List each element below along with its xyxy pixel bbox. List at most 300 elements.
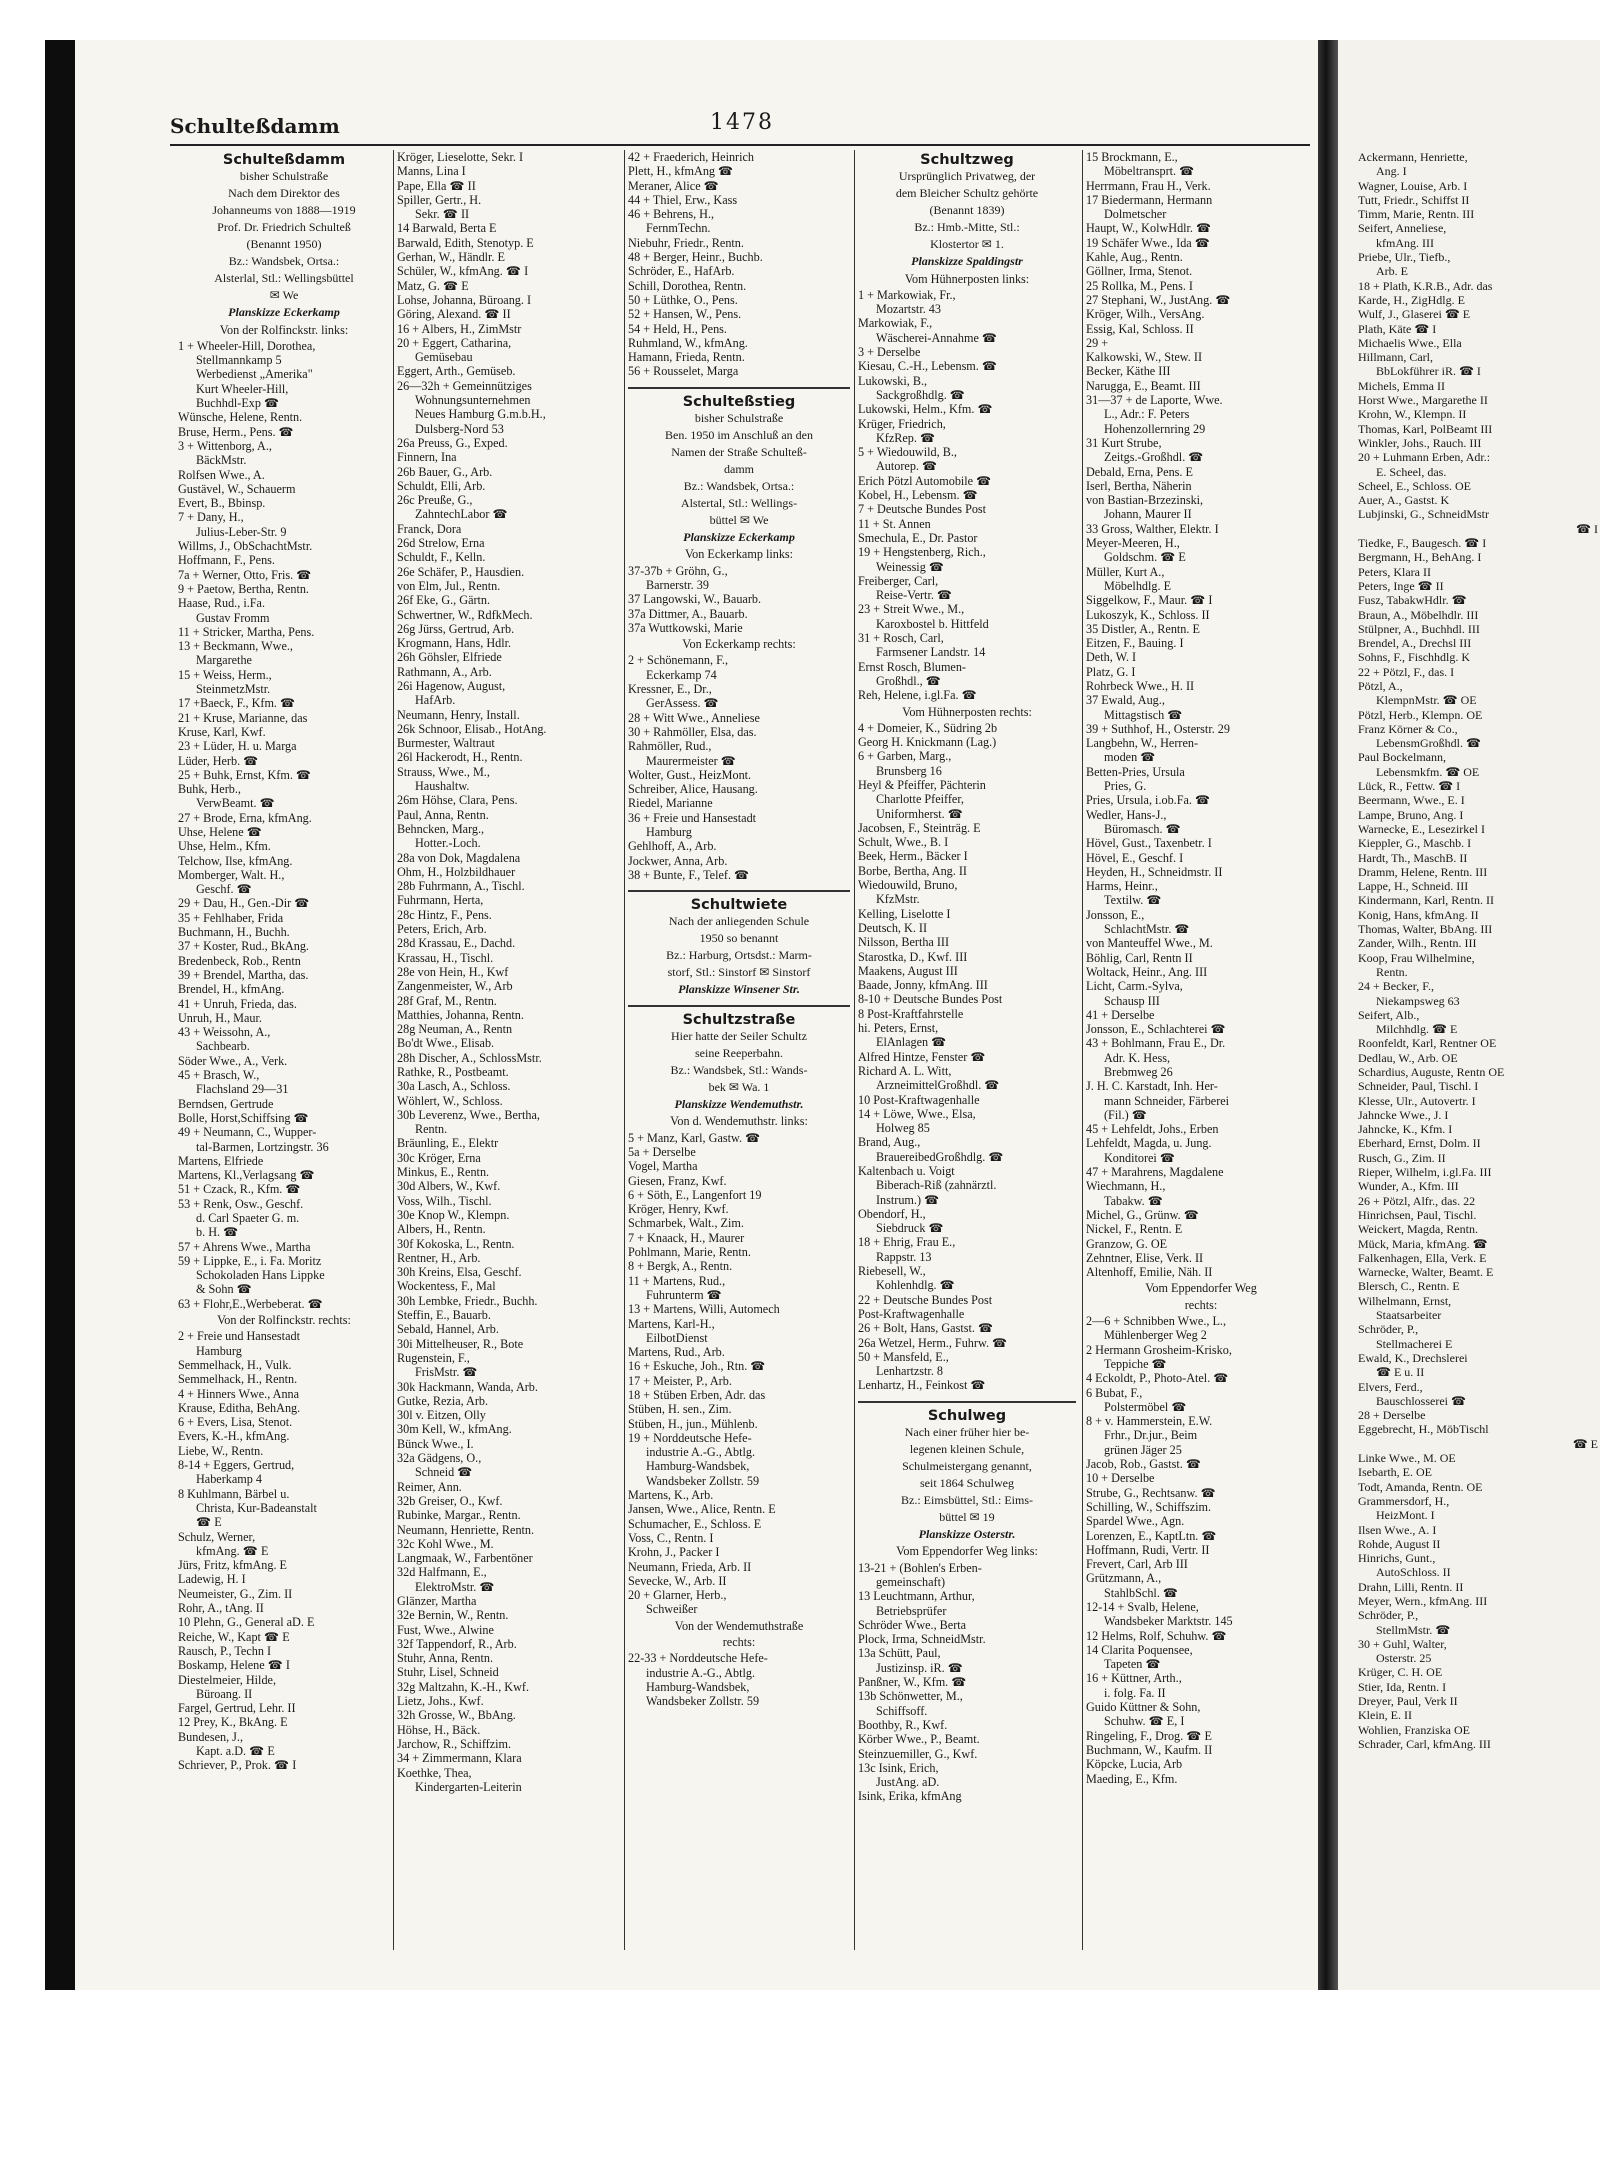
resident-entry: 10 Plehn, G., General aD. E xyxy=(178,1615,315,1630)
column-rule xyxy=(1082,150,1083,1950)
resident-entry: Grützmann, A., xyxy=(1086,1571,1162,1586)
entry-continuation: KlempnMstr. ☎ OE xyxy=(1376,693,1477,708)
resident-entry: Finnern, Ina xyxy=(397,450,457,465)
resident-entry: 57 + Ahrens Wwe., Martha xyxy=(178,1239,311,1254)
resident-entry: Ruhmland, W., kfmAng. xyxy=(628,335,748,350)
resident-entry: 30i Mittelheuser, R., Bote xyxy=(397,1336,524,1351)
resident-entry: Linke Wwe., M. OE xyxy=(1358,1451,1456,1466)
resident-entry: 35 Distler, A., Rentn. E xyxy=(1086,621,1200,636)
resident-entry: Schröder, P., xyxy=(1358,1322,1419,1337)
entry-continuation: & Sohn ☎ xyxy=(196,1282,252,1297)
resident-entry: Momberger, Walt. H., xyxy=(178,867,285,882)
resident-entry: 30h Lembke, Friedr., Buchh. xyxy=(397,1293,538,1308)
resident-entry: Matthies, Johanna, Rentn. xyxy=(397,1007,524,1022)
resident-entry: Söder Wwe., A., Verk. xyxy=(178,1053,288,1068)
resident-entry: 30e Knop W., Klempn. xyxy=(397,1207,510,1222)
resident-entry: 3 + Wittenborg, A., xyxy=(178,438,272,453)
street-note: Prof. Dr. Friedrich Schulteß xyxy=(217,220,351,235)
resident-entry: 38 + Bunte, F., Telef. ☎ xyxy=(628,867,750,882)
resident-entry: 25 + Buhk, Ernst, Kfm. ☎ xyxy=(178,767,312,782)
street-note: seine Reeperbahn. xyxy=(695,1046,783,1061)
entry-continuation: tal-Barmen, Lortzingstr. 36 xyxy=(196,1139,329,1154)
resident-entry: 20 + Glarner, Herb., xyxy=(628,1588,727,1603)
resident-entry: Willms, J., ObSchachtMstr. xyxy=(178,539,313,554)
resident-entry: 2 + Schönemann, F., xyxy=(628,653,729,668)
entry-continuation: Biberach-Riß (zahnärztl. xyxy=(876,1178,997,1193)
resident-entry: Rahmöller, Rud., xyxy=(628,739,712,754)
resident-entry: Brendel, H., kfmAng. xyxy=(178,982,285,997)
resident-entry: Uhse, Helene ☎ xyxy=(178,824,262,839)
resident-entry: Evers, K.-H., kfmAng. xyxy=(178,1429,290,1444)
resident-entry: Timm, Marie, Rentn. III xyxy=(1358,207,1475,222)
resident-entry: Neumeister, G., Zim. II xyxy=(178,1586,293,1601)
street-note: Hier hatte der Seiler Schultz xyxy=(671,1029,807,1044)
entry-continuation: Reise-Vertr. ☎ xyxy=(876,588,953,603)
resident-entry: Horst Wwe., Margarethe II xyxy=(1358,393,1488,408)
resident-entry: Rusch, G., Zim. II xyxy=(1358,1150,1446,1165)
street-note: legenen kleinen Schule, xyxy=(909,1442,1025,1457)
resident-entry: 32e Bernin, W., Rentn. xyxy=(397,1608,509,1623)
resident-entry: 32a Gädgens, O., xyxy=(397,1451,482,1466)
resident-entry: Lück, R., Fettw. ☎ I xyxy=(1358,779,1461,794)
directory-column-5 xyxy=(1086,150,1316,1786)
resident-entry: Lukoszyk, K., Schloss. II xyxy=(1086,607,1210,622)
resident-entry: 45 + Brasch, W., xyxy=(178,1068,260,1083)
entry-continuation: L., Adr.: F. Peters xyxy=(1104,407,1190,422)
resident-entry: Harms, Heinr., xyxy=(1086,879,1158,894)
street-note: Nach der anliegenden Schule xyxy=(668,914,810,929)
resident-entry: 26l Hackerodt, H., Rentn. xyxy=(397,750,523,765)
side-of-street-heading: Von Eckerkamp links: xyxy=(684,547,794,562)
resident-entry: 8-10 + Deutsche Bundes Post xyxy=(858,992,1003,1007)
resident-entry: Spiller, Gertr., H. xyxy=(397,192,482,207)
entry-continuation: ElektroMstr. ☎ xyxy=(415,1579,495,1594)
resident-entry: Narugga, E., Beamt. III xyxy=(1086,378,1201,393)
entry-continuation: Schweißer xyxy=(646,1602,698,1617)
street-note: 1950 so benannt xyxy=(699,931,779,946)
resident-entry: 17 +Baeck, F., Kfm. ☎ xyxy=(178,696,296,711)
entry-continuation: Stellmacherei E xyxy=(1376,1336,1453,1351)
resident-entry: Herrmann, Frau H., Verk. xyxy=(1086,178,1211,193)
resident-entry: 59 + Lippke, E., i. Fa. Moritz xyxy=(178,1253,322,1268)
entry-continuation: Schokoladen Hans Lippke xyxy=(196,1268,325,1283)
resident-entry: Ohm, H., Holzbildhauer xyxy=(397,864,516,879)
resident-entry: Sohns, F., Fischhdlg. K xyxy=(1358,650,1471,665)
resident-entry: Tiedke, F., Baugesch. ☎ I xyxy=(1358,536,1487,551)
resident-entry: 5a + Derselbe xyxy=(628,1144,696,1159)
entry-continuation: Karoxbostel b. Hittfeld xyxy=(876,616,989,631)
resident-entry: 1 + Wheeler-Hill, Dorothea, xyxy=(178,338,316,353)
resident-entry: Jonsson, E., xyxy=(1086,907,1145,922)
entry-continuation: industrie A.-G., Abtlg. xyxy=(646,1445,756,1460)
resident-entry: Koethke, Thea, xyxy=(397,1765,472,1780)
resident-entry: Wockentess, F., Mal xyxy=(397,1279,496,1294)
resident-entry: 41 + Unruh, Frieda, das. xyxy=(178,996,297,1011)
street-note: büttel ✉ 19 xyxy=(939,1510,995,1525)
entry-continuation: moden ☎ xyxy=(1104,750,1156,765)
resident-entry: Panßner, W., Kfm. ☎ xyxy=(858,1675,967,1690)
resident-entry: hi. Peters, Ernst, xyxy=(858,1021,939,1036)
resident-entry: 26e Schäfer, P., Hausdien. xyxy=(397,564,525,579)
resident-entry: Kressner, E., Dr., xyxy=(628,682,712,697)
entry-continuation: grünen Jäger 25 xyxy=(1104,1442,1182,1457)
resident-entry: Altenhoff, Emilie, Näh. II xyxy=(1086,1265,1213,1280)
entry-continuation: Kapt. a.D. ☎ E xyxy=(196,1743,275,1758)
resident-entry: Riebesell, W., xyxy=(858,1264,926,1279)
entry-continuation: Brebmweg 26 xyxy=(1104,1065,1173,1079)
resident-entry: Jahncke Wwe., J. I xyxy=(1358,1107,1449,1122)
resident-entry: Reimer, Ann. xyxy=(397,1479,462,1494)
resident-entry: Göllner, Irma, Stenot. xyxy=(1086,264,1193,279)
directory-column-3 xyxy=(628,150,850,1709)
resident-entry: 43 + Weissohn, A., xyxy=(178,1025,271,1040)
resident-entry: Plett, H., kfmAng ☎ xyxy=(628,164,734,179)
resident-entry: 8 + v. Hammerstein, E.W. xyxy=(1086,1414,1213,1429)
entry-continuation: d. Carl Spaeter G. m. xyxy=(196,1211,300,1225)
resident-entry: 31—37 + de Laporte, Wwe. xyxy=(1086,393,1223,408)
resident-entry: 4 + Domeier, K., Südring 2b xyxy=(858,720,998,735)
resident-entry: 14 Clarita Poquensee, xyxy=(1086,1642,1193,1657)
resident-entry: Ewald, K., Drechslerei xyxy=(1358,1350,1468,1365)
resident-entry: Deth, W. I xyxy=(1086,650,1137,665)
resident-entry: 15 Brockmann, E., xyxy=(1086,150,1178,164)
resident-entry: Peters, Erich, Arb. xyxy=(397,922,487,937)
resident-entry: Wiedouwild, Bruno, xyxy=(858,878,958,893)
entry-continuation: Haushaltw. xyxy=(415,779,470,794)
resident-entry: Hoffmann, Rudi, Vertr. II xyxy=(1086,1542,1210,1557)
street-note: (Benannt 1839) xyxy=(929,203,1005,218)
entry-continuation: Schneid ☎ xyxy=(415,1465,473,1480)
resident-entry: Hinrichs, Gunt., xyxy=(1358,1551,1436,1566)
resident-entry: Pohlmann, Marie, Rentn. xyxy=(628,1245,751,1260)
resident-entry: Erich Pötzl Automobile ☎ xyxy=(858,473,992,488)
resident-entry: Braun, A., Möbelhdlr. III xyxy=(1358,607,1479,622)
resident-entry: Georg H. Knickmann (Lag.) xyxy=(858,735,997,750)
street-note: Klostertor ✉ 1. xyxy=(930,237,1004,252)
resident-entry: 14 + Löwe, Wwe., Elsa, xyxy=(858,1106,976,1121)
street-heading: Schulteßdamm xyxy=(222,152,346,168)
resident-entry: Plath, Käte ☎ I xyxy=(1358,321,1437,336)
resident-entry: 22 + Deutsche Bundes Post xyxy=(858,1292,993,1307)
resident-entry: Krassau, H., Tischl. xyxy=(397,950,494,965)
resident-entry: Iserl, Bertha, Näherin xyxy=(1086,478,1192,493)
resident-entry: Nickel, F., Rentn. E xyxy=(1086,1222,1183,1237)
resident-entry: 24 + Becker, F., xyxy=(1358,979,1434,994)
entry-continuation: Adr. K. Hess, xyxy=(1104,1050,1171,1065)
resident-entry: 49 + Neumann, C., Wupper- xyxy=(178,1125,317,1140)
entry-continuation: Lebensmkfm. ☎ OE xyxy=(1376,764,1480,779)
resident-entry: Gerhan, W., Händlr. E xyxy=(397,250,505,265)
resident-entry: 30l v. Eitzen, Olly xyxy=(397,1408,486,1423)
running-head: Schulteßdamm xyxy=(170,114,340,138)
resident-entry: 37 Ewald, Aug., xyxy=(1086,693,1165,708)
resident-entry: 12 Helms, Rolf, Schuhw. ☎ xyxy=(1086,1628,1227,1643)
resident-entry: Behncken, Marg., xyxy=(397,821,485,836)
resident-entry: Hinrichsen, Paul, Tischl. xyxy=(1358,1207,1477,1222)
resident-entry: 18 + Plath, K.R.B., Adr. das xyxy=(1358,278,1493,293)
resident-entry: 28 + Derselbe xyxy=(1358,1408,1426,1423)
entry-continuation: Johann, Maurer II xyxy=(1104,507,1192,522)
resident-entry: 30d Albers, W., Kwf. xyxy=(397,1179,501,1194)
entry-continuation: Milchhdlg. ☎ E xyxy=(1376,1022,1458,1037)
entry-continuation: Werbedienst „Amerika" xyxy=(196,367,313,382)
resident-entry: Roonfeldt, Karl, Rentner OE xyxy=(1358,1036,1497,1051)
resident-entry: Drahn, Lilli, Rentn. II xyxy=(1358,1579,1464,1594)
entry-continuation: Polstermöbel ☎ xyxy=(1104,1399,1187,1414)
resident-entry: Schilling, W., Schiffszim. xyxy=(1086,1499,1212,1514)
resident-entry: Gustävel, W., Schauerm xyxy=(178,481,296,496)
entry-continuation: Neues Hamburg G.m.b.H., xyxy=(415,407,546,422)
street-note: Bz.: Wandsbek, Stl.: Wands- xyxy=(670,1063,808,1078)
resident-entry: Warnecke, E., Lesezirkel I xyxy=(1358,821,1485,836)
resident-entry: 28a von Dok, Magdalena xyxy=(397,850,521,865)
resident-entry: 7 + Deutsche Bundes Post xyxy=(858,502,987,517)
street-heading: Schultwiete xyxy=(628,890,850,912)
resident-entry: Brendel, A., Drechsl III xyxy=(1358,636,1472,651)
resident-entry: Dreyer, Paul, Verk II xyxy=(1358,1694,1458,1709)
resident-entry: Franz Körner & Co., xyxy=(1358,721,1458,736)
resident-entry: Müller, Kurt A., xyxy=(1086,564,1165,579)
resident-entry: Rohrbeck Wwe., H. II xyxy=(1086,678,1195,693)
resident-entry: Rathmann, A., Arb. xyxy=(397,664,492,679)
entry-continuation: Hotter.-Loch. xyxy=(415,836,481,851)
resident-entry: Schardius, Auguste, Rentn OE xyxy=(1358,1065,1505,1079)
resident-entry: 31 Kurt Strube, xyxy=(1086,435,1162,450)
entry-continuation: mann Schneider, Färberei xyxy=(1104,1093,1230,1108)
street-note: Nach einer früher hier be- xyxy=(904,1425,1030,1440)
resident-entry: Lietz, Johs., Kwf. xyxy=(397,1694,484,1709)
resident-entry: Burmester, Waltraut xyxy=(397,736,495,751)
resident-entry: 8-14 + Eggers, Gertrud, xyxy=(178,1458,295,1473)
resident-entry: 50 + Lüthke, O., Pens. xyxy=(628,292,738,307)
resident-entry: Jarchow, R., Schiffzim. xyxy=(397,1736,512,1751)
entry-continuation: Brunsberg 16 xyxy=(876,763,942,778)
resident-entry: 26a Wetzel, Herm., Fuhrw. ☎ xyxy=(858,1335,1008,1350)
resident-entry: Konig, Hans, kfmAng. II xyxy=(1358,907,1479,922)
resident-entry: 27 Stephani, W., JustAng. ☎ xyxy=(1086,292,1231,307)
entry-continuation: ☎ E xyxy=(1572,1436,1598,1451)
resident-entry: 37 Langowski, W., Bauarb. xyxy=(628,592,762,607)
resident-entry: Schult, Wwe., B. I xyxy=(858,835,949,850)
entry-continuation: Möbeltransprt. ☎ xyxy=(1104,164,1195,179)
resident-entry: Maakens, August III xyxy=(858,963,958,978)
resident-entry: Sevecke, W., Arb. II xyxy=(628,1573,727,1588)
resident-entry: 5 + Manz, Karl, Gastw. ☎ xyxy=(628,1130,761,1145)
entry-continuation: Sachbearb. xyxy=(196,1039,250,1054)
resident-entry: 4 Eckoldt, P., Photo-Atel. ☎ xyxy=(1086,1371,1229,1386)
street-note: bisher Schulstraße xyxy=(694,411,784,426)
resident-entry: 19 + Norddeutsche Hefe- xyxy=(628,1430,752,1445)
resident-entry: 28h Discher, A., SchlossMstr. xyxy=(397,1050,542,1065)
resident-entry: Licht, Carm.-Sylva, xyxy=(1086,979,1183,994)
resident-entry: 39 + Brendel, Martha, das. xyxy=(178,967,309,982)
entry-continuation: Instrum.) ☎ xyxy=(876,1192,940,1207)
entry-continuation: gemeinschaft) xyxy=(876,1574,946,1589)
resident-entry: Pötzl, Herb., Klempn. OE xyxy=(1358,707,1483,722)
resident-entry: 19 + Hengstenberg, Rich., xyxy=(858,545,986,560)
resident-entry: Buhk, Herb., xyxy=(178,782,241,797)
entry-continuation: Staatsarbeiter xyxy=(1376,1308,1442,1323)
resident-entry: 28f Graf, M., Rentn. xyxy=(397,993,497,1008)
resident-entry: Michaelis Wwe., Ella xyxy=(1358,335,1462,350)
resident-entry: 54 + Held, H., Pens. xyxy=(628,321,727,336)
resident-entry: 7 + Knaack, H., Maurer xyxy=(628,1230,745,1245)
resident-entry: 26h Göhsler, Elfriede xyxy=(397,650,502,665)
entry-continuation: Textilw. ☎ xyxy=(1104,893,1162,908)
street-note: Ben. 1950 im Anschluß an den xyxy=(665,428,813,443)
resident-entry: 6 Bubat, F., xyxy=(1086,1385,1143,1400)
resident-entry: Freiberger, Carl, xyxy=(858,573,939,588)
resident-entry: Tutt, Friedr., Schiffst II xyxy=(1358,192,1470,207)
entry-continuation: Tabakw. ☎ xyxy=(1104,1193,1163,1208)
street-note: Schulmeistergang genannt, xyxy=(902,1459,1032,1474)
resident-entry: Koop, Frau Wilhelmine, xyxy=(1358,950,1475,965)
resident-entry: Fuhrmann, Herta, xyxy=(397,893,484,908)
resident-entry: 10 + Derselbe xyxy=(1086,1471,1155,1486)
resident-entry: Meyer-Meeren, H., xyxy=(1086,536,1180,551)
entry-continuation: Büromasch. ☎ xyxy=(1104,821,1181,836)
resident-entry: 26 + Pötzl, Alfr., das. 22 xyxy=(1358,1193,1476,1208)
resident-entry: Minkus, E., Rentn. xyxy=(397,1165,490,1180)
resident-entry: Fargel, Gertrud, Lehr. II xyxy=(178,1701,296,1716)
resident-entry: von Manteuffel Wwe., M. xyxy=(1086,936,1213,951)
resident-entry: Lukowski, B., xyxy=(858,373,928,388)
resident-entry: Lukowski, Helm., Kfm. ☎ xyxy=(858,402,993,417)
resident-entry: Langbehn, W., Herren- xyxy=(1086,736,1199,751)
resident-entry: Uhse, Helm., Kfm. xyxy=(178,839,271,854)
resident-entry: Rohde, August II xyxy=(1358,1536,1441,1551)
resident-entry: Steffin, E., Bauarb. xyxy=(397,1308,491,1323)
resident-entry: von Bastian-Brzezinski, xyxy=(1086,493,1204,508)
resident-entry: 6 + Söth, E., Langenfort 19 xyxy=(628,1187,762,1202)
resident-entry: Krohn, W., Klempn. II xyxy=(1358,407,1467,422)
resident-entry: Kaltenbach u. Voigt xyxy=(858,1164,955,1178)
resident-entry: Ilsen Wwe., A. I xyxy=(1358,1522,1437,1537)
entry-continuation: Konditorei ☎ xyxy=(1104,1150,1176,1165)
resident-entry: Thomas, Karl, PolBeamt III xyxy=(1358,421,1493,436)
resident-entry: Schrader, Carl, kfmAng. III xyxy=(1358,1736,1491,1751)
book-gutter xyxy=(1318,40,1338,1990)
street-note: dem Bleicher Schultz gehörte xyxy=(895,186,1039,201)
entry-continuation: Tapeten ☎ xyxy=(1104,1657,1161,1672)
resident-entry: Jonsson, E., Schlachterei ☎ xyxy=(1086,1022,1226,1037)
resident-entry: Dramm, Helene, Rentn. III xyxy=(1358,864,1488,879)
street-note: büttel ✉ We xyxy=(709,513,769,528)
side-of-street-heading: Von d. Wendemuthstr. links: xyxy=(670,1114,808,1129)
resident-entry: J. H. C. Karstadt, Inh. Her- xyxy=(1086,1079,1218,1094)
plan-sketch-note: Planskizze Osterstr. xyxy=(918,1527,1016,1542)
resident-entry: 27 + Brode, Erna, kfmAng. xyxy=(178,810,312,825)
resident-entry: Haase, Rud., i.Fa. xyxy=(178,596,265,611)
street-note: Namen der Straße Schulteß- xyxy=(671,445,807,460)
resident-entry: Priebe, Ulr., Tiefb., xyxy=(1358,250,1451,265)
resident-entry: Siggelkow, F., Maur. ☎ I xyxy=(1086,593,1213,608)
resident-entry: Wünsche, Helene, Rentn. xyxy=(178,410,303,425)
resident-entry: Böhlig, Carl, Rentn II xyxy=(1086,950,1193,965)
entry-continuation: Buchhdl-Exp ☎ xyxy=(196,396,280,411)
side-of-street-heading: Von der Rolfinckstr. links: xyxy=(219,322,349,337)
resident-entry: Paul, Anna, Rentn. xyxy=(397,807,489,822)
entry-continuation: Hamburg xyxy=(196,1343,242,1358)
resident-entry: 34 + Zimmermann, Klara xyxy=(397,1751,522,1766)
resident-entry: 4 + Hinners Wwe., Anna xyxy=(178,1386,300,1401)
resident-entry: Schreiber, Alice, Hausang. xyxy=(628,782,758,797)
resident-entry: 52 + Hansen, W., Pens. xyxy=(628,307,742,322)
resident-entry: Essig, Kal, Schloss. II xyxy=(1086,321,1194,336)
entry-continuation: Goldschm. ☎ E xyxy=(1104,550,1186,565)
resident-entry: Schwertner, W., RdfkMech. xyxy=(397,607,533,622)
resident-entry: Fust, Wwe., Alwine xyxy=(397,1622,494,1637)
resident-entry: Stier, Ida, Rentn. I xyxy=(1358,1679,1447,1694)
entry-continuation: Zeitgs.-Großhdl. ☎ xyxy=(1104,450,1204,465)
entry-continuation: AutoSchloss. II xyxy=(1376,1565,1451,1580)
resident-entry: Brand, Aug., xyxy=(858,1135,921,1150)
entry-continuation: HeizMont. I xyxy=(1376,1508,1435,1523)
plan-sketch-note: Planskizze Spaldingstr xyxy=(911,254,1023,269)
resident-entry: 16 + Küttner, Arth., xyxy=(1086,1671,1182,1686)
street-note: Bz.: Wandsbek, Ortsa.: xyxy=(228,254,340,269)
entry-continuation: Weinessig ☎ xyxy=(876,559,945,574)
resident-entry: Gutke, Rezia, Arb. xyxy=(397,1393,489,1408)
resident-entry: 42 + Fraederich, Heinrich xyxy=(628,150,754,164)
plan-sketch-note: Planskizze Eckerkamp xyxy=(683,530,795,545)
resident-entry: 26f Eke, G., Gärtn. xyxy=(397,593,491,608)
resident-entry: Pries, Ursula, i.ob.Fa. ☎ xyxy=(1086,793,1211,808)
entry-continuation: Rentn. xyxy=(1376,964,1408,979)
resident-entry: Zangenmeister, W., Arb xyxy=(397,979,513,994)
resident-entry: 45 + Lehfeldt, Johs., Erben xyxy=(1086,1122,1219,1137)
resident-entry: Platz, G. I xyxy=(1086,664,1136,679)
resident-entry: Eitzen, F., Bauing. I xyxy=(1086,636,1184,651)
entry-continuation: Gemüsebau xyxy=(415,350,473,365)
entry-continuation: Arb. E xyxy=(1376,264,1408,279)
plan-sketch-note: Planskizze Eckerkamp xyxy=(228,305,340,320)
resident-entry: Kieppler, G., Maschb. I xyxy=(1358,836,1472,851)
resident-entry: Hoffmann, F., Pens. xyxy=(178,553,275,568)
resident-entry: Diestelmeier, Hilde, xyxy=(178,1672,276,1687)
resident-entry: Martens, Karl-H., xyxy=(628,1316,715,1331)
resident-entry: 13-21 + (Bohlen's Erben- xyxy=(858,1560,982,1575)
entry-continuation: ZahntechLabor ☎ xyxy=(415,507,508,522)
resident-entry: Bräunling, E., Elektr xyxy=(397,1136,499,1151)
entry-continuation: Hamburg-Wandsbek, xyxy=(646,1459,750,1474)
plan-sketch-note: Planskizze Winsener Str. xyxy=(678,982,800,997)
resident-entry: 30a Lasch, A., Schloss. xyxy=(397,1079,511,1094)
resident-entry: 26d Strelow, Erna xyxy=(397,536,485,551)
resident-entry: Wiechmann, H., xyxy=(1086,1179,1166,1194)
resident-entry: Kahle, Aug., Rentn. xyxy=(1086,250,1183,265)
resident-entry: Martens, K., Arb. xyxy=(628,1488,714,1503)
resident-entry: Krogmann, Hans, Hdlr. xyxy=(397,636,512,651)
resident-entry: Wolter, Gust., HeizMont. xyxy=(628,767,752,782)
resident-entry: 30b Leverenz, Wwe., Bertha, xyxy=(397,1107,540,1122)
resident-entry: Meraner, Alice ☎ xyxy=(628,178,719,193)
resident-entry: Pape, Ella ☎ II xyxy=(397,178,476,193)
resident-entry: Franck, Dora xyxy=(397,521,462,536)
resident-entry: 20 + Eggert, Catharina, xyxy=(397,335,512,350)
resident-entry: 41 + Derselbe xyxy=(1086,1007,1155,1022)
resident-entry: Wagner, Louise, Arb. I xyxy=(1358,178,1468,193)
resident-entry: Michels, Emma II xyxy=(1358,378,1445,393)
resident-entry: Bünck Wwe., I. xyxy=(397,1436,474,1451)
resident-entry: Köpcke, Lucia, Arb xyxy=(1086,1757,1183,1772)
resident-entry: Frevert, Carl, Arb III xyxy=(1086,1557,1188,1572)
resident-entry: Kröger, Henry, Kwf. xyxy=(628,1202,729,1217)
resident-entry: Schröder Wwe., Berta xyxy=(858,1617,967,1632)
resident-entry: Strauss, Wwe., M., xyxy=(397,764,490,779)
resident-entry: 30 + Guhl, Walter, xyxy=(1358,1636,1447,1651)
resident-entry: Kröger, Wilh., VersAng. xyxy=(1086,307,1205,322)
